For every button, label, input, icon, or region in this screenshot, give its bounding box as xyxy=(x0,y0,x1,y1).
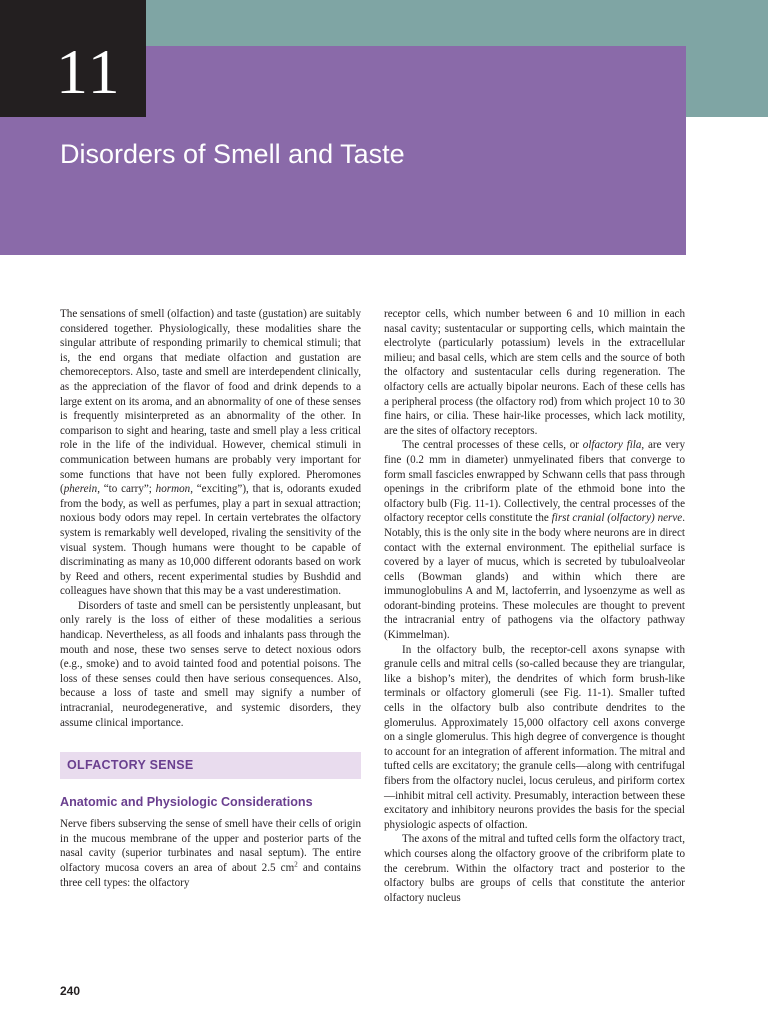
subsection-heading: Anatomic and Physiologic Considerations xyxy=(60,795,313,810)
header-teal-band xyxy=(146,0,768,46)
body-paragraph: Disorders of taste and smell can be persistently unpleasant, but only rarely is the loss of either of these modalities a serious handicap. Nevertheless, as all foods and inhalants pass through the mouth and nose, these two senses serve to detect noxious odors (e.g., smoke) and to avoid tainted food and potential poisons. The loss of these senses could then have serious consequences. Also, because a loss of taste and smell may signify a number of intracranial, neurodegenerative, and systemic disorders, they assume clinical importance. xyxy=(60,599,361,729)
body-paragraph: The sensations of smell (olfaction) and taste (gustation) are suitably considered together. Physiologically, these modalities share the singular attribute of responding primarily to chemical stimuli; that is, the end organs that mediate olfaction and gustation are chemoreceptors. Also, taste and smell are interdependent clinically, as the appreciation of the flavor of food and drink depends to a large extent on its aroma, and an abnormality of one of these senses is frequently misinterpreted as an abnormality of the other. In comparison to sight and hearing, taste and smell play a less critical role in the life of the individual. However, chemical stimuli in communication between humans are probably very important for some functions that have not been fully explored. Pheromones (pherein, “to carry”; hormon, “exciting”), that is, odorants exuded from the body, as well as perfumes, play a part in sexual attraction; noxious body odors may repel. In certain vertebrates the olfactory system is remarkably well developed, rivaling the sensitivity of the visual system. Though humans were thought to be capable of discriminating as many as 10,000 different odorants based on work by Reed and others, recent experimental studies by Bushdid and colleagues have shown that this may be a vast underestimation. xyxy=(60,308,362,598)
chapter-number-box xyxy=(0,0,146,117)
header-teal-side xyxy=(686,0,768,117)
left-column xyxy=(60,307,361,890)
chapter-number: 11 xyxy=(56,36,122,107)
body-paragraph: In the olfactory bulb, the receptor-cell axons synapse with granule cells and mitral cells (so-called because they are triangular, like a bishop’s miter), the dendrites of which form brush-like terminals or olfactory glomeruli (see Fig. 11-1). Smaller tufted cells in the olfactory bulb also contribute dendrites to the glomerulus. Approximately 15,000 olfactory cell axons converge on a single glomerulus. This high degree of convergence is thought to account for an integration of afferent information. The mitral and tufted cells are excitatory; the granule cells—along with centrifugal fibers from the olfactory nuclei, locus ceruleus, and piriform cortex—inhibit mitral cell activity. Presumably, interaction between these excitatory and inhibitory neurons provides the basis for the special physiologic aspects of olfaction. xyxy=(384,643,685,831)
section-heading-bar xyxy=(60,752,361,779)
body-paragraph: Nerve fibers subserving the sense of smell have their cells of origin in the mucous membrane of the upper and posterior parts of the nasal cavity (superior turbinates and nasal septum). The entire olfactory mucosa covers an area of about 2.5 $cm^2$ and contains three cell types: the olfactory xyxy=(60,818,361,889)
section-heading: OLFACTORY SENSE xyxy=(67,758,194,773)
body-paragraph: receptor cells, which number between 6 and 10 million in each nasal cavity; sustentacular or supporting cells, which maintain the electrolyte (particularly potassium) levels in the extracellular milieu; and basal cells, which are stem cells and the source of both the olfactory and sustentacular cells during regeneration. The olfactory cells are actually bipolar neurons. Each of these cells has a peripheral process (the olfactory rod) from which project 10 to 30 fine hairs, or cilia. These hair-like processes, which lack motility, are the sites of olfactory receptors. xyxy=(384,308,685,437)
body-paragraph: The central processes of these cells, or olfactory fila, are very fine (0.2 mm in diameter) unmyelinated fibers that converge to form small fascicles enwrapped by Schwann cells that pass through openings in the cribriform plate of the ethmoid bone into the olfactory bulb (Fig. 11-1). Collectively, the central processes of the olfactory receptor cells constitute the first cranial (olfactory) nerve. Notably, this is the only site in the body where neurons are in direct contact with the external environment. The epithelial surface is covered by a layer of mucus, which is secreted by tubuloalveolar cells (Bowman glands) and within which there are immunoglobulins A and M, lactoferrin, and lysoenzyme as well as odorant-binding proteins. These molecules are thought to prevent the intracranial entry of pathogens via the olfactory pathway (Kimmelman). xyxy=(384,439,686,642)
chapter-title: Disorders of Smell and Taste xyxy=(60,139,405,169)
body-paragraph: The axons of the mitral and tufted cells form the olfactory tract, which courses along the olfactory groove of the cribriform plate to the cerebrum. Within the olfactory tract and posterior to the olfactory bulbs are groups of cells that constitute the anterior olfactory nucleus xyxy=(384,833,685,904)
right-column xyxy=(384,307,685,905)
page-number: 240 xyxy=(60,984,81,998)
